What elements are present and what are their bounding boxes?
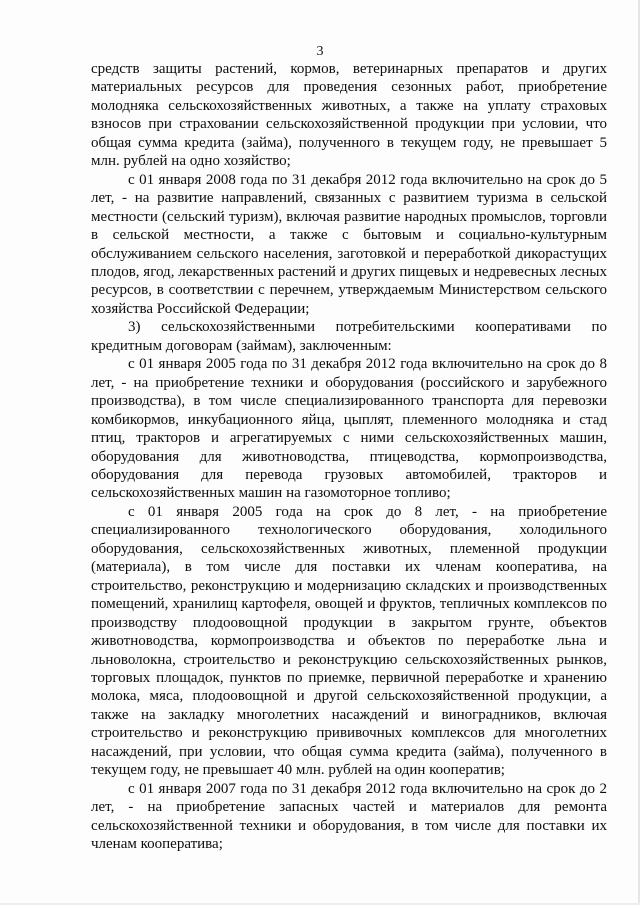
document-body (91, 60, 607, 853)
paragraph-item-3-cooperatives: 3) сельскохозяйственными потребительскими кооперативами по кредитным договорам (займам), заключенным: (91, 319, 607, 354)
paragraph-spare-parts: с 01 января 2007 года по 31 декабря 2012 года включительно на срок до 2 лет, - на приобретение запасных частей и материалов для ремонта сельскохозяйственной техники и оборудования, в том числе для поставки их членам кооператива; (91, 780, 607, 853)
paragraph-equipment-8-years: с 01 января 2005 года по 31 декабря 2012 года включительно на срок до 8 лет, - на приобретение техники и оборудования (российского и зарубежного производства), в том числе специализированного транспорта для перевозки комбикормов, инкубационного яйца, цыплят, племенного молодняка и стад птиц, тракторов и агрегатируемых с ними сельскохозяйственных машин, оборудования для животноводства, птицеводства, кормопроизводства, оборудования для перевода грузовых автомобилей, тракторов и сельскохозяйственных машин на газомоторное топливо; (91, 356, 607, 502)
paragraph-specialized-equipment: с 01 января 2005 года на срок до 8 лет, - на приобретение специализированного технологического оборудования, холодильного оборудования, сельскохозяйственных животных, племенной продукции (материала), в том числе для поставки их членам кооператива, на строительство, реконструкцию и модернизацию складских и производственных помещений, хранилищ картофеля, овощей и фруктов, тепличных комплексов по производству плодоовощной продукции в закрытом грунте, объектов животноводства, кормопроизводства и объектов по переработке льна и льноволокна, строительство и реконструкцию сельскохозяйственных рынков, торговых площадок, пунктов по приемке, первичной переработке и хранению молока, мяса, плодоовощной и другой сельскохозяйственной продукции, а также на закладку многолетних насаждений и виноградников, включая строительство и реконструкцию прививочных комплексов для многолетних насаждений, при условии, что общая сумма кредита (займа), полученного в текущем году, не превышает 40 млн. рублей на один кооператив; (91, 503, 607, 779)
paragraph-continuation: средств защиты растений, кормов, ветеринарных препаратов и других материальных ресурсов для проведения сезонных работ, приобретение молодняка сельскохозяйственных животных, а также на уплату страховых взносов при страховании сельскохозяйственной продукции при условии, что общая сумма кредита (займа), полученного в текущем году, не превышает 5 млн. рублей на одно хозяйство; (91, 61, 607, 170)
page-number: 3 (316, 44, 324, 59)
paragraph-rural-tourism: с 01 января 2008 года по 31 декабря 2012 года включительно на срок до 5 лет, - на развитие направлений, связанных с развитием туризма в сельской местности (сельский туризм), включая развитие народных промыслов, торговли в сельской местности, а также с бытовым и социально-культурным обслуживанием сельского населения, заготовкой и переработкой дикорастущих плодов, ягод, лекарственных растений и других пищевых и недревесных лесных ресурсов, в соответствии с перечнем, утверждаемым Министерством сельского хозяйства Российской Федерации; (91, 171, 607, 317)
